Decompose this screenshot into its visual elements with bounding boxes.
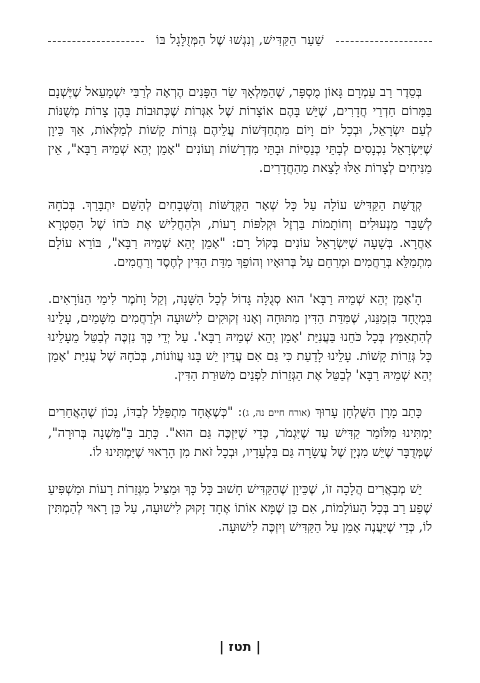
source-citation: (אורח חיים נה, ג) [242,408,311,419]
paragraph-5: יֵשׁ מְבָאֲרִים הֲלָכָה זוֹ, שֶׁכֵּיוָן שֶׁהַקַּדִּישׁ חָשׁוּב כָּל כָּךְ וּמַצִּיל מִגְּזֵרוֹת רָעוֹת וּמַשְׁפִּיעַ שֶׁפַע רַב בְּכָל הָעוֹלָמוֹת, אִם כֵּן שֶׁמָּא אוֹתוֹ אֶחָד זָקוּק לִישׁוּעָה, עַל כֵּן רָאוּי לְהַמְתִּין לוֹ, כְּדֵי שֶׁיַּעֲנֶה אָמֵן עַל הַקַּדִּישׁ וְיִזְכֶּה לִישׁוּעָה. [48,481,432,534]
paragraph-4-lead: כָּתַב מָרָן הַשֻּׁלְחָן עָרוּךְ [310,404,422,419]
running-header-title: שַׁעַר הַקַּדִּישׁ, וְנִגְשׁוּ שֶׁל הַמְּזֻלָּגָל בּוֹ [48,32,432,48]
paragraph-2: קְדֻשַּׁת הַקַּדִּישׁ עוֹלָה עַל כָּל שְׁאָר הַקְּדֻשּׁוֹת וְהַשְּׁבָחִים לְהַשֵּׁם יִתְבָּרַךְ. בְּכֹחָהּ לְשַׁבֵּר מַנְעוּלִים וְחוֹתָמוֹת בַּרְזֶל וּקְלִפּוֹת רָעוֹת, וּלְהַחֲלִישׁ אֶת כֹּחוֹ שֶׁל הַסִּטְרָא אַחֲרָא. בְּשָׁעָה שֶׁיִּשְׂרָאֵל עוֹנִים בְּקוֹל רָם: "אָמֵן יְהֵא שְׁמֵיהּ רַבָּא", בּוֹרֵא עוֹלָם מִתְמַלֵּא בְּרַחֲמִים וּמְרַחֵם עַל בְּרוּאָיו וְהוֹפֵךְ מִדַּת הַדִּין לְחֶסֶד וְרַחֲמִים. [48,197,432,269]
paragraph-4 [48,402,432,461]
page-number: | תטז | [219,640,261,655]
body-text [48,82,432,550]
paragraph-1: בְּסֵדֶר רַב עַמְרָם גָּאוֹן מֻסְפָּר, שֶׁהַמַּלְאָךְ שַׂר הַפָּנִים הֶרְאָה לְרַבִּי יִשְׁמָעֵאל שֶׁיֶּשְׁנָם בַּמָּרוֹם חַדְרֵי חֲדָרִים, שֶׁיֵּשׁ בָּהֶם אוֹצָרוֹת שֶׁל אִגְּרוֹת שֶׁכְּתוּבוֹת בָּהֶן צָרוֹת מְשֻׁנּוֹת לְעַם יִשְׂרָאֵל, וּבְכָל יוֹם וָיוֹם מִתְחַדְּשׁוֹת עֲלֵיהֶם גְּזֵרוֹת קָשׁוֹת לְמַלְּאוֹת, אַךְ כֵּיוָן שֶׁיִּשְׂרָאֵל נִכְנָסִים לְבָתֵּי כְּנֵסִיּוֹת וּבָתֵּי מִדְרָשׁוֹת וְעוֹנִים "אָמֵן יְהֵא שְׁמֵיהּ רַבָּא", אֵין מַנִּיחִים לְצָרוֹת אֵלּוּ לָצֵאת מֵהַחֲדָרִים. [48,84,432,175]
paragraph-4-rest: : "כְּשֶׁאֶחָד מִתְפַּלֵּל לְבַדּוֹ, נָכוֹן שֶׁהָאֲחֵרִים יַמְתִּינוּ מִלּוֹמַר קַדִּישׁ עַד שֶׁיִּגְמֹר, כְּדֵי שֶׁיִּזְכֶּה גַּם הוּא". כָּתַב בַּ"מִּשְׁנָה בְּרוּרָה", שֶׁמְּדֻבָּר שֶׁיֵּשׁ מִנְיָן שֶׁל עֲשָׂרָה גַּם בִּלְעָדָיו, וּבְכָל זֹאת מִן הָרָאוּי שֶׁיַּמְתִּינוּ לוֹ. [48,404,432,459]
running-header [48,30,432,52]
paragraph-3: הָ'אָמֵן יְהֵא שְׁמֵיהּ רַבָּא' הוּא סְגֻלָּה גָּדוֹל לְכָל הַשָּׁנָה, וְקַל וָחֹמֶר לִימֵי הַנּוֹרָאִים. בִּמְיֻחָד בִּזְמַנֵּנוּ, שֶׁמִּדַּת הַדִּין מִתּוּחָה וְאָנוּ זְקוּקִים לִישׁוּעָה וּלְרַחֲמִים מִשָּׁמַיִם, עָלֵינוּ לְהִתְאַמֵּץ בְּכָל כֹּחֵנוּ בַּעֲנִיַּת 'אָמֵן יְהֵא שְׁמֵיהּ רַבָּא'. עַל יְדֵי כָּךְ נִזְכֶּה לְבַטֵּל מֵעָלֵינוּ כָּל גְּזֵרוֹת קָשׁוֹת. עָלֵינוּ לָדַעַת כִּי גַּם אִם עֲדַיִן יֵשׁ בָּנוּ עֲווֹנוֹת, בְּכֹחָהּ שֶׁל עֲנִיַּת 'אָמֵן יְהֵא שְׁמֵיהּ רַבָּא' לְבַטֵּל אֶת הַגְּזֵרוֹת לִפְנֵים מִשּׁוּרַת הַדִּין. [48,291,432,382]
